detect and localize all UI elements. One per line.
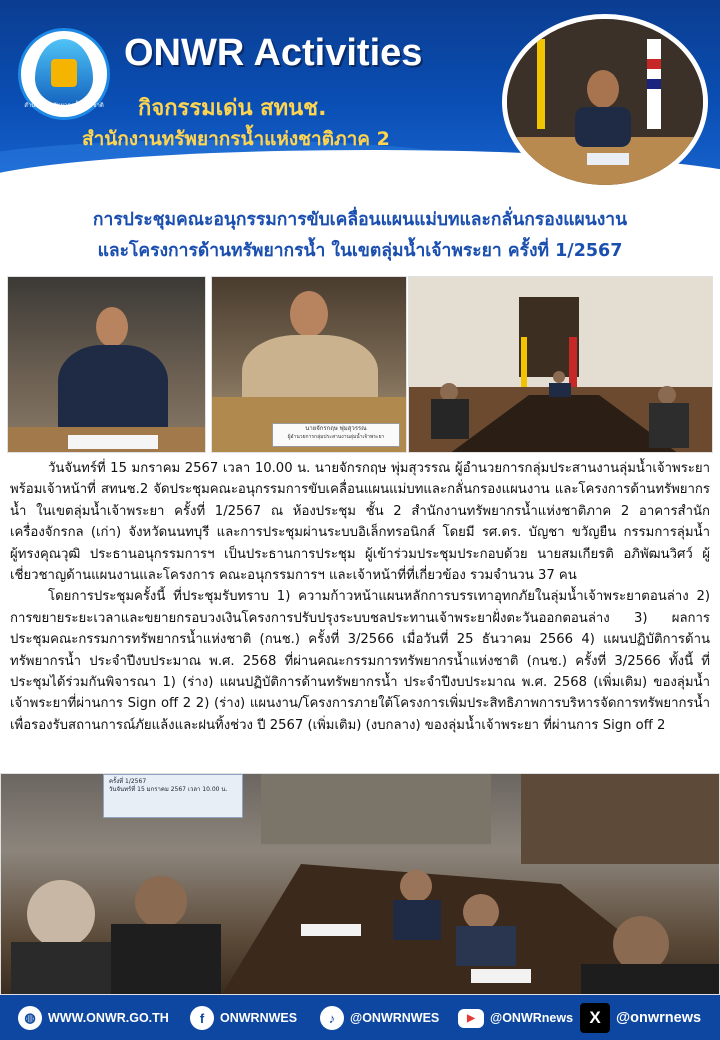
article-heading bbox=[10, 205, 710, 267]
person-head bbox=[96, 307, 128, 347]
meeting-photo-chair bbox=[7, 276, 206, 453]
x-text: @onwrnews bbox=[616, 1010, 702, 1026]
x-icon: X bbox=[580, 1003, 610, 1033]
article-paragraph: วันจันทร์ที่ 15 มกราคม 2567 เวลา 10.00 น. นายจักรกฤษ พุ่มสุวรรณ ผู้อำนวยการกลุ่มประสานงานลุ่มน้ำเจ้าพระยา พร้อมเจ้าหน้าที่ สทนช.2 จัดประชุมคณะอนุกรรมการขับเคลื่อนแผนแม่บทและกลั่นกรองแผนงาน และโครงการด้านทรัพยากรน้ำ ในเขตลุ่มน้ำเจ้าพระยา ครั้งที่ 1/2567 ณ ห้องประชุม ชั้น 2 สำนักงานทรัพยากรน้ำแห่งชาติภาค 2 อาคารสำนักเครื่องจักรกล (เก่า) จังหวัดนนทบุรี และการประชุมผ่านระบบอิเล็กทรอนิกส์ โดยมี รศ.ดร. บัญชา ขวัญยืน กรรมการลุ่มน้ำผู้ทรงคุณวุฒิ ประธานอนุกรรมการฯ เป็นประธานการประชุม ผู้เข้าร่วมประชุมประกอบด้วย นายสมเกียรติ อภิพัฒนวิศว์ ผู้เชี่ยวชาญด้านแผนงานและโครงการ คณะอนุกรรมการฯ และเจ้าหน้าที่ที่เกี่ยวข้อง รวมจำนวน 37 คน bbox=[10, 461, 710, 584]
x-link[interactable] bbox=[580, 1002, 701, 1034]
director-portrait-photo bbox=[502, 14, 708, 190]
article-body bbox=[10, 458, 710, 736]
footer-social-bar bbox=[0, 995, 720, 1040]
tiktok-text: @ONWRNWES bbox=[350, 1011, 440, 1025]
nameplate bbox=[272, 423, 400, 447]
person-head bbox=[290, 291, 328, 337]
nameplate-blank bbox=[68, 435, 158, 449]
meeting-photo-director bbox=[211, 276, 407, 453]
screen-text-line2: วันจันทร์ที่ 15 มกราคม 2567 เวลา 10.00 น. bbox=[109, 786, 228, 793]
website-link[interactable] bbox=[18, 1005, 169, 1031]
article-heading-line1: การประชุมคณะอนุกรรมการขับเคลื่อนแผนแม่บทและกลั่นกรองแผนงาน bbox=[92, 210, 628, 230]
meeting-participants-photo bbox=[0, 773, 720, 995]
logo-caption: สำนักงานทรัพยากรน้ำแห่งชาติ bbox=[24, 102, 104, 109]
meeting-room-scene bbox=[409, 277, 713, 453]
tiktok-link[interactable] bbox=[320, 1005, 439, 1031]
nameplate-name: นายจักรกฤษ พุ่มสุวรรณ bbox=[305, 425, 367, 432]
page-title-english: ONWR Activities bbox=[124, 32, 423, 74]
office-name: สำนักงานทรัพยากรน้ำแห่งชาติภาค 2 bbox=[82, 128, 390, 150]
website-text: WWW.ONWR.GO.TH bbox=[48, 1011, 169, 1025]
youtube-link[interactable] bbox=[458, 1005, 573, 1031]
nameplate-title: ผู้อำนวยการกลุ่มประสานงานลุ่มน้ำเจ้าพระยา bbox=[287, 434, 385, 440]
facebook-link[interactable] bbox=[190, 1005, 297, 1031]
article-heading-line2: และโครงการด้านทรัพยากรน้ำ ในเขตลุ่มน้ำเจ้าพระยา ครั้งที่ 1/2567 bbox=[97, 241, 623, 261]
person-body bbox=[58, 345, 168, 435]
article-paragraph: โดยการประชุมครั้งนี้ ที่ประชุมรับทราบ 1) ความก้าวหน้าแผนหลักการบรรเทาอุทกภัยในลุ่มน้ำเจ้าพระยาตอนล่าง 2) การขยายระยะเวลาและขยายกรอบวงเงินโครงการปรับปรุงระบบชลประทานเจ้าพระยาฝั่งตะวันออกตอนล่าง 3) ผลการประชุมคณะกรรมการทรัพยากรน้ำแห่งชาติ (กนช.) ครั้งที่ 3/2566 เมื่อวันที่ 25 ธันวาคม 2566 4) แผนปฏิบัติการด้านทรัพยากรน้ำ ประจำปีงบประมาณ พ.ศ. 2568 ที่ผ่านคณะกรรมการทรัพยากรน้ำแห่งชาติ (กนช.) ครั้งที่ 3/2566 ทั้งนี้ ที่ประชุมได้ร่วมกันพิจารณา 1) (ร่าง) แผนปฏิบัติการด้านทรัพยากรน้ำ ประจำปีงบประมาณ พ.ศ. 2568 (เพิ่มเติม) ของลุ่มน้ำเจ้าพระยาที่ผ่านการ Sign off 2 2) (ร่าง) แผนงาน/โครงการภายใต้โครงการเพิ่มประสิทธิภาพการบริหารจัดการทรัพยากรน้ำเพื่อรองรับสถานการณ์ภัยแล้งและฝนทิ้งช่วง ปี 2567 (เพิ่มเติม) (งบกลาง) ของลุ่มน้ำเจ้าพระยา ที่ผ่านการ Sign off 2 bbox=[10, 589, 710, 733]
facebook-text: ONWRNWES bbox=[220, 1011, 298, 1025]
participants-scene bbox=[1, 774, 720, 995]
tiktok-icon: ♪ bbox=[320, 1006, 344, 1030]
header-banner bbox=[0, 0, 720, 192]
water-drop-emblem bbox=[35, 39, 93, 105]
facebook-icon: f bbox=[190, 1006, 214, 1030]
youtube-icon: ▶ bbox=[458, 1009, 484, 1028]
portrait-scene bbox=[507, 19, 703, 185]
screen-text-line1: ครั้งที่ 1/2567 bbox=[109, 778, 147, 785]
page-title-thai: กิจกรรมเด่น สทนช. bbox=[138, 96, 327, 121]
meeting-room-photo bbox=[408, 276, 713, 453]
globe-icon: ◍ bbox=[18, 1006, 42, 1030]
youtube-text: @ONWRnews bbox=[490, 1011, 574, 1025]
